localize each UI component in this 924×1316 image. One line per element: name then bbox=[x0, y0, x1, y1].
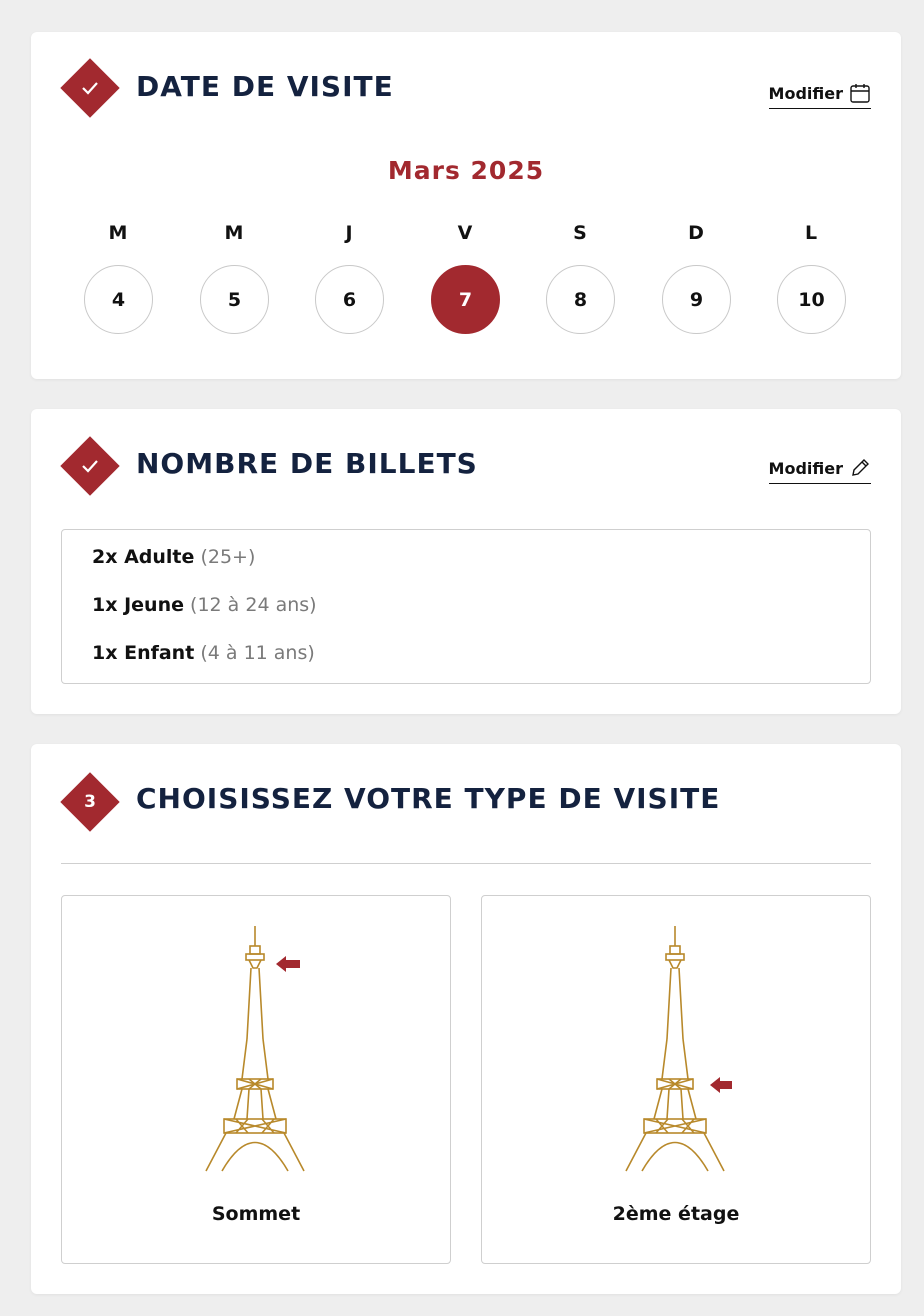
weekday-label: J bbox=[345, 222, 353, 244]
ticket-qty: 1x Jeune bbox=[92, 594, 184, 616]
check-icon bbox=[81, 459, 99, 473]
visit-option-second-floor[interactable] bbox=[481, 895, 871, 1264]
ticket-line bbox=[92, 546, 255, 568]
day-button[interactable]: 4 bbox=[84, 265, 153, 334]
calendar-icon bbox=[849, 82, 871, 104]
modify-date-label: Modifier bbox=[768, 83, 843, 103]
visit-type-card bbox=[31, 744, 901, 1294]
weekday-label: M bbox=[224, 222, 244, 244]
tickets-summary-box bbox=[61, 529, 871, 684]
day-button[interactable]: 10 bbox=[777, 265, 846, 334]
eiffel-tower-summit-icon bbox=[202, 924, 312, 1174]
day-button[interactable]: 9 bbox=[662, 265, 731, 334]
tickets-section-title: NOMBRE DE BILLETS bbox=[136, 447, 478, 480]
ticket-detail: (4 à 11 ans) bbox=[200, 642, 315, 664]
day-button[interactable]: 5 bbox=[200, 265, 269, 334]
weekday-label: L bbox=[804, 222, 818, 244]
tickets-card bbox=[31, 409, 901, 714]
section-divider bbox=[61, 863, 871, 864]
ticket-detail: (12 à 24 ans) bbox=[190, 594, 317, 616]
weekday-label: V bbox=[457, 222, 473, 244]
weekday-label: S bbox=[573, 222, 587, 244]
modify-tickets-label: Modifier bbox=[768, 458, 843, 478]
modify-tickets-button[interactable] bbox=[769, 457, 871, 484]
step-badge-date bbox=[60, 58, 119, 117]
ticket-qty: 1x Enfant bbox=[92, 642, 195, 664]
step-number: 3 bbox=[84, 792, 96, 812]
check-icon bbox=[81, 81, 99, 95]
weekday-label: M bbox=[108, 222, 128, 244]
visit-section-title: CHOISISSEZ VOTRE TYPE DE VISITE bbox=[136, 782, 721, 815]
ticket-detail: (25+) bbox=[200, 546, 256, 568]
day-button-selected[interactable]: 7 bbox=[431, 265, 500, 334]
calendar-month: Mars 2025 bbox=[387, 156, 545, 185]
visit-option-label: Sommet bbox=[211, 1203, 301, 1225]
date-section-title: DATE DE VISITE bbox=[136, 70, 394, 103]
step-badge-number bbox=[60, 772, 119, 831]
day-button[interactable]: 6 bbox=[315, 265, 384, 334]
eiffel-tower-second-floor-icon bbox=[622, 924, 732, 1174]
visit-option-summit[interactable] bbox=[61, 895, 451, 1264]
weekday-label: D bbox=[688, 222, 704, 244]
ticket-line bbox=[92, 594, 317, 616]
day-button[interactable]: 8 bbox=[546, 265, 615, 334]
visit-date-card bbox=[31, 32, 901, 379]
pencil-icon bbox=[849, 457, 871, 479]
modify-date-button[interactable] bbox=[769, 82, 871, 109]
ticket-line bbox=[92, 642, 315, 664]
visit-option-label: 2ème étage bbox=[612, 1203, 740, 1225]
step-badge-tickets bbox=[60, 436, 119, 495]
ticket-qty: 2x Adulte bbox=[92, 546, 195, 568]
